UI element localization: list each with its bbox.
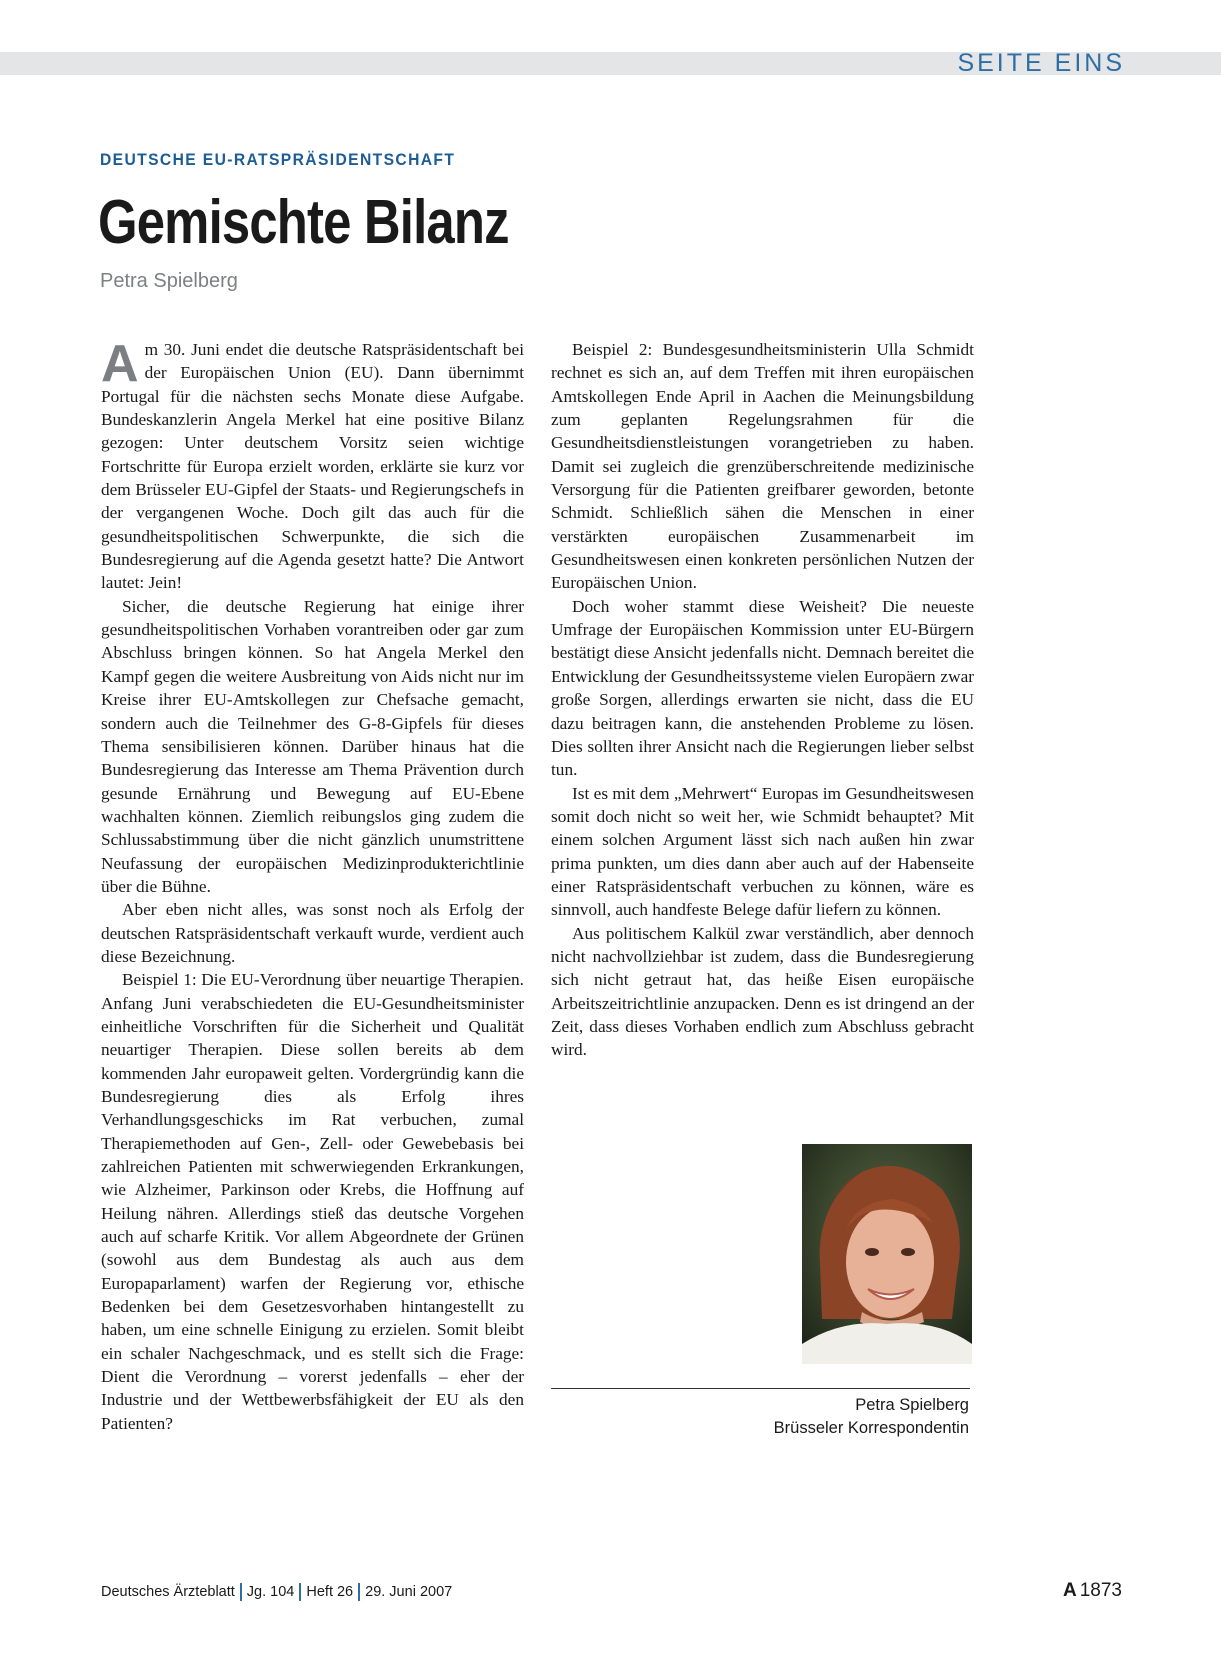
footer-separator xyxy=(358,1583,360,1601)
author-photo xyxy=(802,1144,972,1364)
journal-volume: Jg. 104 xyxy=(246,1584,295,1600)
article-kicker: DEUTSCHE EU-RATSPRÄSIDENTSCHAFT xyxy=(100,150,456,169)
caption-name: Petra Spielberg xyxy=(855,1396,969,1414)
journal-issue: Heft 26 xyxy=(306,1584,354,1600)
paragraph xyxy=(101,335,524,595)
paragraph: Beispiel 1: Die EU-Verordnung über neuartige Therapien. Anfang Juni verabschiedeten die EU-Gesundheitsminister einheitliche Vorschriften für die Sicherheit und Qualität neuartiger Therapien. Diese sollen bereits ab dem kommenden Jahr europaweit gelten. Vordergründig kann die Bundesregierung dies als Erfolg ihres Verhandlungsgeschicks im Rat verbuchen, zumal Therapiemethoden auf Gen-, Zell- oder Gewebebasis bei zahlreichen Patienten mit schwerwiegenden Erkrankungen, wie Alzheimer, Parkinson oder Krebs, die Hoffnung auf Heilung nähren. Allerdings stieß das deutsche Vorgehen auch auf scharfe Kritik. Vor allem Abgeordnete der Grünen (sowohl aus dem Bundestag als auch aus dem Europaparlament) warfen der Regierung vor, ethische Bedenken bei dem Gesetzesvorhaben hintangestellt zu haben, um eine schnelle Einigung zu erzielen. Somit bleibt ein schaler Nachgeschmack, und es stellt sich die Frage: Dient die Verordnung – vorerst jedenfalls – eher der Industrie und der Wettbewerbsfähigkeit der EU als den Patienten? xyxy=(101,970,524,1433)
drop-cap: A xyxy=(101,335,139,393)
portrait-image xyxy=(802,1144,972,1364)
page-number-value: 1873 xyxy=(1079,1580,1122,1601)
page-prefix: A xyxy=(1062,1580,1077,1601)
journal-name: Deutsches Ärzteblatt xyxy=(101,1584,235,1600)
paragraph: Sicher, die deutsche Regierung hat einige ihrer gesundheitspolitischen Vorhaben vorantreiben oder gar zum Abschluss bringen können. So hat Angela Merkel den Kampf gegen die weitere Ausbreitung von Aids nicht nur im Kreise ihrer EU-Amtskollegen zur Chefsache gemacht, sondern auch die Teilnehmer des G-8-Gipfels für dieses Thema sensibilisieren können. Darüber hinaus hat die Bundesregierung das Interesse am Thema Prävention durch gesunde Ernährung und Bewegung auf EU-Ebene wachhalten können. Ziemlich reibungslos ging zudem die Schlussabstimmung über die nicht gänzlich unumstrittene Neufassung der europäischen Medizinprodukterichtlinie über die Bühne. xyxy=(101,596,524,896)
paragraph: Doch woher stammt diese Weisheit? Die neueste Umfrage der Europäischen Kommission unter EU-Bürgern bestätigt diese Ansicht jedenfalls nicht. Demnach bereitet die Entwicklung der Gesundheitssysteme vielen Europäern zwar große Sorgen, allerdings erwarten sie nicht, dass die EU dazu beitragen kann, die anstehenden Probleme zu lösen. Dies sollten ihrer Ansicht nach die Regierungen lieber selbst tun. xyxy=(551,596,974,780)
caption-divider xyxy=(551,1388,970,1389)
paragraph: Ist es mit dem „Mehrwert“ Europas im Gesundheitswesen somit doch nicht so weit her, wie Schmidt behauptet? Mit einem solchen Argument lässt sich nach außen hin zwar prima punkten, um dies dann aber auch auf der Habenseite einer Ratspräsidentschaft verbuchen zu können, wäre es sinnvoll, auch handfeste Belege dafür liefern zu können. xyxy=(551,783,974,920)
section-label: SEITE EINS xyxy=(957,49,1125,77)
paragraph: Aus politischem Kalkül zwar verständlich, aber dennoch nicht nachvollziehbar ist zudem, dass die Bundesregierung sich nicht getraut hat, das heiße Eisen europäische Arbeitszeitrichtlinie anzupacken. Denn es ist dringend an der Zeit, dass dieses Vorhaben endlich zum Abschluss gebracht wird. xyxy=(551,923,974,1060)
article-author: Petra Spielberg xyxy=(100,270,238,292)
article-column-left xyxy=(101,335,524,1435)
page-footer xyxy=(101,1583,452,1601)
issue-date: 29. Juni 2007 xyxy=(365,1584,453,1600)
caption-role: Brüsseler Korrespondentin xyxy=(773,1419,969,1437)
paragraph-text: m 30. Juni endet die deutsche Ratspräsidentschaft bei der Europäischen Union (EU). Dann übernimmt Portugal für die nächsten sechs Monate diese Aufgabe. Bundeskanzlerin Angela Merkel hat eine positive Bilanz gezogen: Unter deutschem Vorsitz seien wichtige Fortschritte für Europa erzielt worden, erklärte sie kurz vor dem Brüsseler EU-Gipfel der Staats- und Regierungschefs in der vergangenen Woche. Doch gilt das auch für die gesundheitspolitischen Schwerpunkte, die sich die Bundesregierung auf die Agenda gesetzt hatte? Die Antwort lautet: Jein! xyxy=(101,340,524,593)
article-column-right xyxy=(551,338,974,1062)
photo-caption xyxy=(774,1394,969,1440)
article-title: Gemischte Bilanz xyxy=(98,188,509,257)
footer-separator xyxy=(240,1583,242,1601)
page-number xyxy=(1063,1580,1122,1602)
paragraph: Beispiel 2: Bundesgesundheitsministerin Ulla Schmidt rechnet es sich an, auf dem Treffen mit ihren europäischen Amtskollegen Ende April in Aachen die Meinungsbildung zum geplanten Regelungsrahmen für die Gesundheitsdienstleistungen vorangetrieben zu haben. Damit sei zugleich die grenzüberschreitende medizinische Versorgung für die Patienten greifbarer geworden, betonte Schmidt. Schließlich sähen die Menschen in einer verstärkten europäischen Zusammenarbeit im Gesundheitswesen einen konkreten persönlichen Nutzen der Europäischen Union. xyxy=(551,340,974,593)
paragraph: Aber eben nicht alles, was sonst noch als Erfolg der deutschen Ratspräsidentschaft verkauft wurde, verdient auch diese Bezeichnung. xyxy=(101,900,524,966)
footer-separator xyxy=(299,1583,301,1601)
